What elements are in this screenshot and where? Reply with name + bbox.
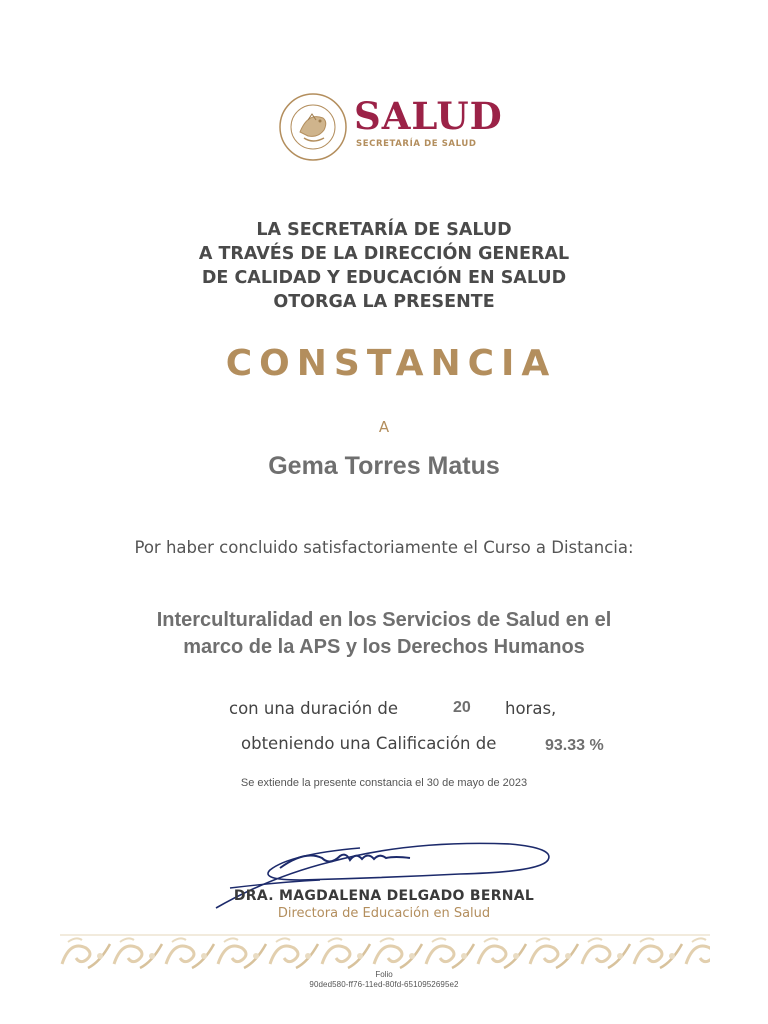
issuer-line: A TRAVÉS DE LA DIRECCIÓN GENERAL: [198, 244, 570, 264]
issuer-heading: [0, 218, 768, 314]
recipient-prefix: A: [378, 418, 390, 436]
issue-date-statement: Se extiende la presente constancia el 30 de mayo de 2023: [240, 777, 528, 789]
course-title-line: marco de la APS y los Derechos Humanos: [183, 636, 585, 658]
brand-name: SALUD: [354, 94, 503, 138]
course-title-line: Interculturalidad en los Servicios de Salud en el: [156, 609, 612, 631]
course-title: [0, 607, 768, 661]
certificate-title: CONSTANCIA: [225, 343, 557, 384]
ornamental-border: [60, 934, 710, 972]
duration-unit: horas,: [505, 699, 557, 718]
salud-logo: [278, 92, 503, 162]
brand-subtitle: SECRETARÍA DE SALUD: [356, 139, 477, 149]
recipient-name: Gema Torres Matus: [268, 452, 500, 480]
folio-value: 90ded580-ff76-11ed-80fd-6510952695e2: [309, 980, 459, 989]
signer-role: Directora de Educación en Salud: [277, 906, 491, 921]
duration-value: 20: [453, 699, 471, 716]
course-intro: Por haber concluido satisfactoriamente el Curso a Distancia:: [134, 538, 634, 557]
folio-label: Folio: [375, 970, 393, 979]
mexican-seal-icon: [278, 92, 348, 162]
issuer-line: OTORGA LA PRESENTE: [273, 292, 495, 312]
issuer-line: LA SECRETARÍA DE SALUD: [256, 220, 512, 240]
signer-name: DRA. MAGDALENA DELGADO BERNAL: [233, 888, 535, 904]
grade-label: obteniendo una Calificación de: [241, 734, 497, 753]
duration-label: con una duración de: [229, 699, 399, 718]
grade-value: 93.33 %: [545, 737, 604, 754]
issuer-line: DE CALIDAD Y EDUCACIÓN EN SALUD: [201, 268, 567, 288]
